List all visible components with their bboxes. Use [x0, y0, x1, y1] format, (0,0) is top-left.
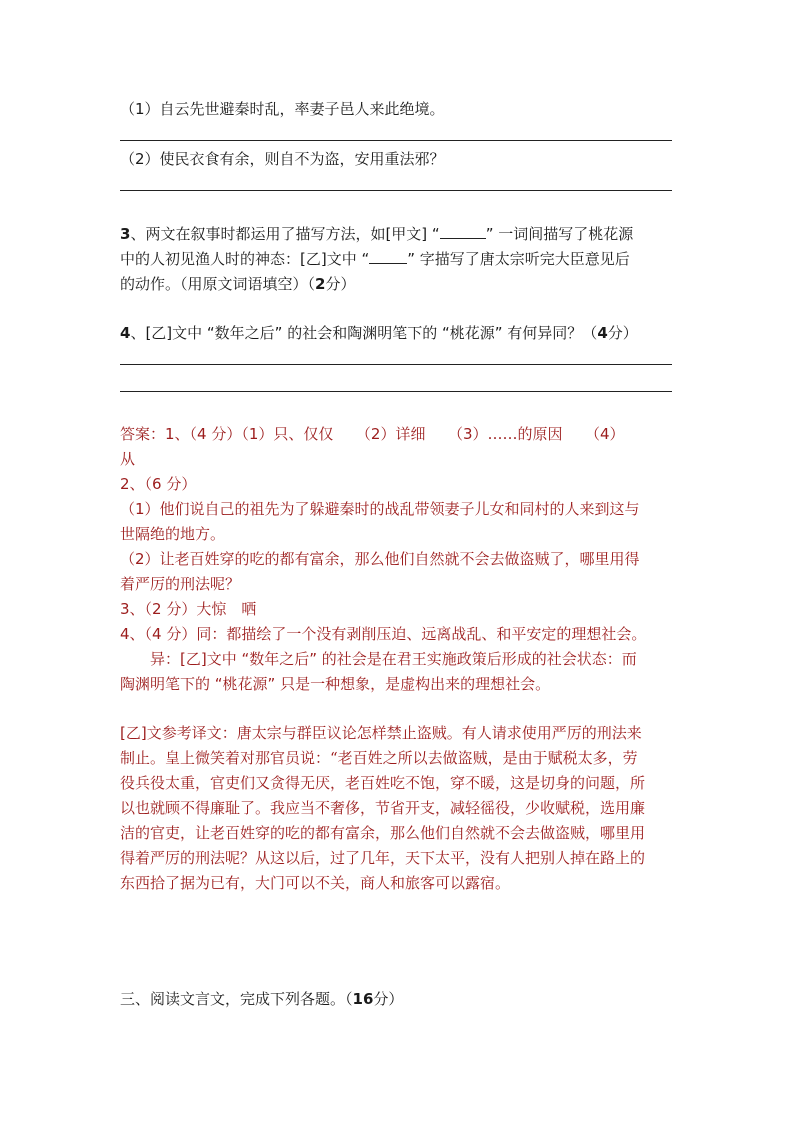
translation-line-2a: 制止。皇上微笑着对那官员说：	[120, 749, 331, 767]
section-3-title-end: 分）	[373, 990, 404, 1008]
q3-line-1	[120, 222, 633, 246]
q4-text-a: 、[乙]文中 “数年之后” 的社会和陶渊明笔下的 “桃花源” 有何异同？（	[130, 324, 598, 342]
answer-line-4: （1）他们说自己的祖先为了躲避秦时的战乱带领妻子儿女和同村的人来到这与	[120, 500, 640, 518]
answer-line-1: 答案：1、（4 分）（1）只、仅仅 （2）详细 （3）……的原因 （4）	[120, 425, 625, 443]
q4-text-b: 分）	[607, 324, 638, 342]
translation-quote-start: “老百姓之所以去做盗贼，是由于赋税太多，劳	[330, 749, 638, 767]
answer-line-7: 着严厉的刑法呢？	[120, 575, 241, 593]
q3-number: 3	[120, 225, 131, 243]
q4-number: 4	[120, 324, 131, 342]
translation-line-1: [乙]文参考译文：唐太宗与群臣议论怎样禁止盗贼。有人请求使用严厉的刑法来	[120, 724, 642, 742]
q3-line-2	[120, 247, 630, 271]
q3-text-2b: ” 字描写了唐太宗听完大臣意见后	[407, 250, 630, 268]
q3-score: 2	[315, 275, 326, 293]
q3-line-3	[120, 272, 355, 296]
q3-text-1b: ” 一词间描写了桃花源	[485, 225, 634, 243]
translation-line-4: 以也就顾不得廉耻了。我应当不奢侈，节省开支，减轻徭役，少收赋税，选用廉	[120, 799, 646, 817]
translation-line-5: 洁的官吏，让老百姓穿的吃的都有富余，那么他们自然就不会去做盗贼，哪里用	[120, 824, 646, 842]
answer-line-2: 从	[120, 450, 136, 468]
fill-blank-2[interactable]	[369, 249, 407, 264]
answer-line-9: 4、（4 分）同：都描绘了一个没有剥削压迫、远离战乱、和平安定的理想社会。	[120, 625, 647, 643]
translation-line-3: 役兵役太重，官吏们又贪得无厌，老百姓吃不饱，穿不暖，这是切身的问题，所	[120, 774, 646, 792]
answer-line-10: 异：[乙]文中 “数年之后” 的社会是在君王实施政策后形成的社会状态：而	[120, 650, 637, 668]
q2-item-1: （1）自云先世避秦时乱，率妻子邑人来此绝境。	[120, 100, 445, 118]
answer-line	[120, 364, 672, 365]
q3-text-1a: 、两文在叙事时都运用了描写方法，如[甲文] “	[130, 225, 440, 243]
answer-line-3: 2、（6 分）	[120, 475, 197, 493]
q2-item-2: （2）使民衣食有余，则自不为盗，安用重法邪？	[120, 150, 445, 168]
answer-line-5: 世隔绝的地方。	[120, 525, 226, 543]
q3-text-3a: 的动作。（用原文词语填空）（	[120, 275, 316, 293]
answer-line-11: 陶渊明笔下的 “桃花源” 只是一种想象，是虚构出来的理想社会。	[120, 675, 551, 693]
answer-line	[120, 190, 672, 191]
answer-line-8: 3、（2 分）大惊 哂	[120, 600, 257, 618]
q3-text-2a: 中的人初见渔人时的神态：[乙]文中 “	[120, 250, 370, 268]
translation-line-6: 得着严厉的刑法呢？从这以后，过了几年，天下太平，没有人把别人掉在路上的	[120, 849, 646, 867]
answer-line-6: （2）让老百姓穿的吃的都有富余，那么他们自然就不会去做盗贼了，哪里用得	[120, 550, 640, 568]
section-3-title	[120, 987, 403, 1011]
translation-line-2	[120, 746, 638, 770]
q4-prompt	[120, 321, 638, 345]
section-3-score: 16	[352, 990, 374, 1008]
answer-line	[120, 391, 672, 392]
fill-blank-1[interactable]	[440, 224, 486, 239]
translation-line-7: 东西拾了据为已有，大门可以不关，商人和旅客可以露宿。	[120, 874, 511, 892]
q3-text-3b: 分）	[325, 275, 356, 293]
q4-score: 4	[597, 324, 608, 342]
section-3-title-text: 三、阅读文言文，完成下列各题。（	[120, 990, 353, 1008]
answer-line	[120, 140, 672, 141]
